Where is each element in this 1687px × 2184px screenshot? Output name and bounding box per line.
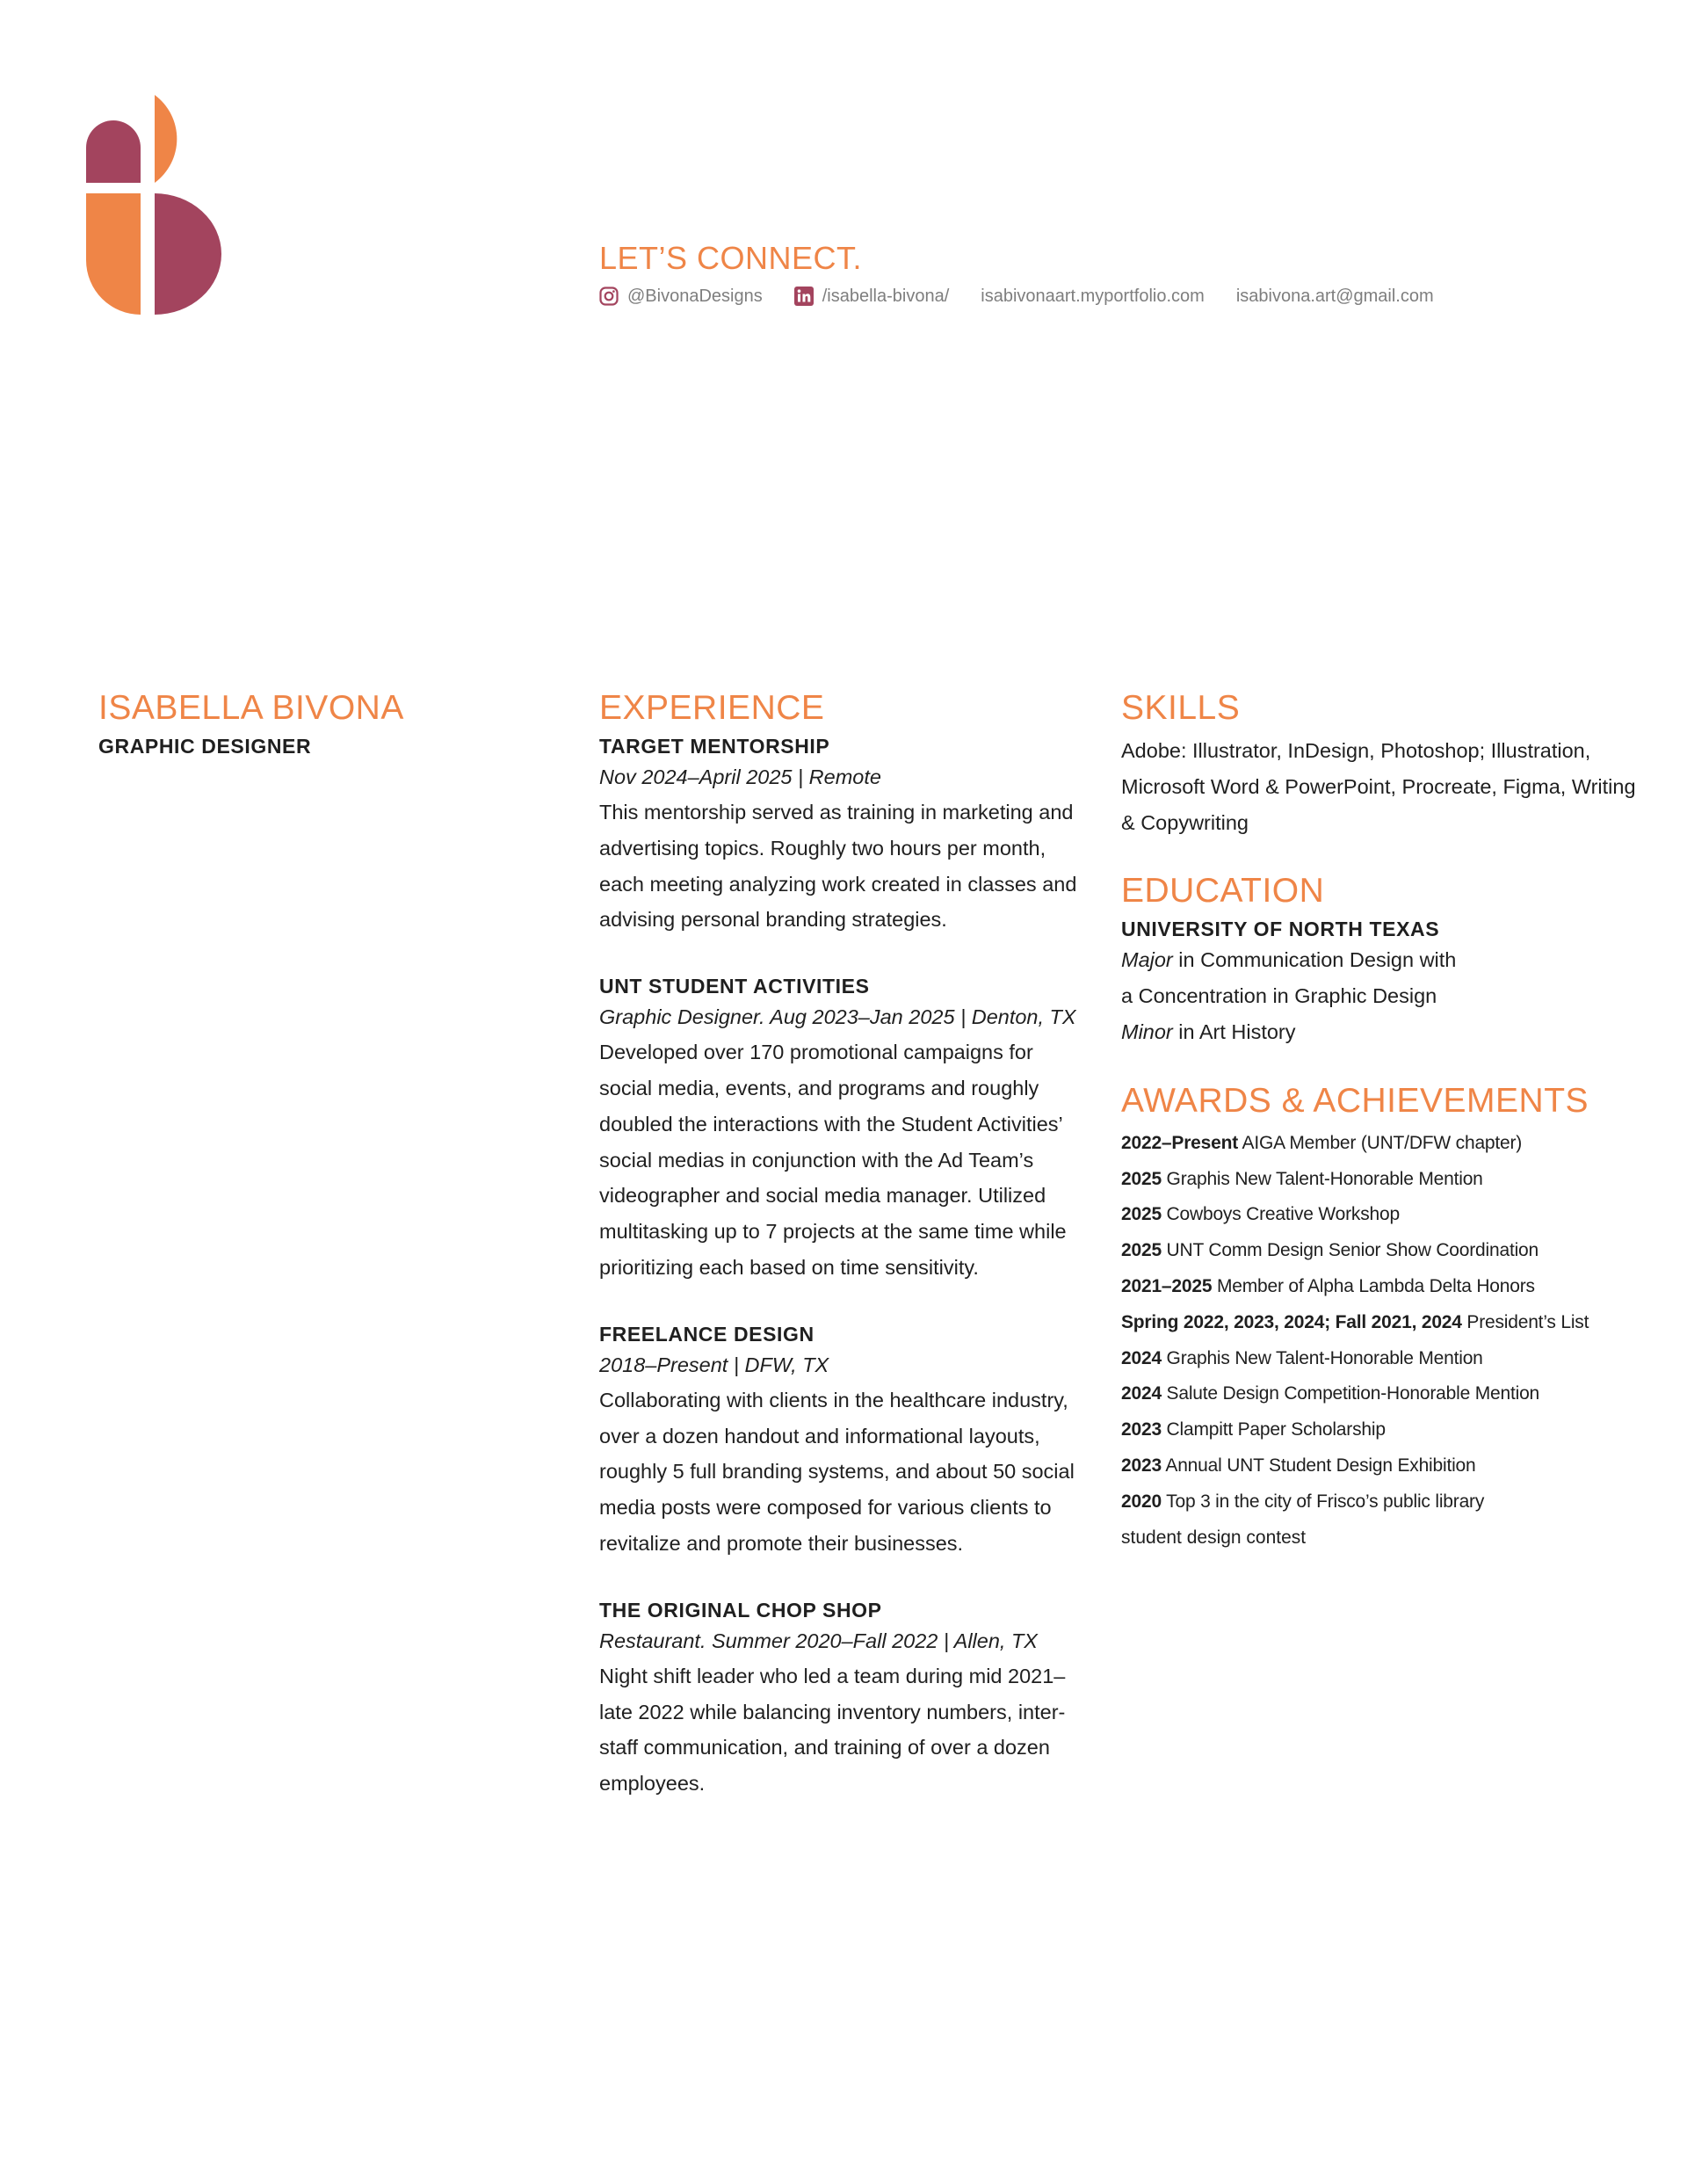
- skills-text: Adobe: Illustrator, InDesign, Photoshop; Illustration, Microsoft Word & PowerPoint, Procreate, Figma, Writing & Copywriting: [1121, 739, 1636, 834]
- linkedin-handle: /isabella-bivona/: [822, 287, 950, 306]
- award-item: [1121, 1305, 1648, 1341]
- experience-title: EXPERIENCE: [599, 689, 825, 727]
- major-line: [1121, 942, 1648, 978]
- major-label: Major: [1121, 948, 1173, 972]
- education-section: [1121, 870, 1648, 1049]
- job-description: Night shift leader who led a team during mid 2021–late 2022 while balancing inventory numbers, inter-staff communication, and training of over a dozen employees.: [599, 1664, 1066, 1796]
- linkedin-icon: [794, 287, 814, 306]
- award-text: Salute Design Competition-Honorable Mention: [1161, 1383, 1540, 1404]
- education-title: EDUCATION: [1121, 872, 1325, 911]
- award-item: [1121, 1126, 1648, 1162]
- instagram-handle: @BivonaDesigns: [627, 287, 763, 306]
- concentration-line: a Concentration in Graphic Design: [1121, 984, 1437, 1008]
- award-year: 2025: [1121, 1168, 1162, 1189]
- experience-section: [599, 687, 1091, 1837]
- email-link[interactable]: isabivona.art@gmail.com: [1235, 287, 1434, 306]
- award-year: Spring 2022, 2023, 2024; Fall 2021, 2024: [1121, 1311, 1462, 1332]
- job-meta: Graphic Designer. Aug 2023–Jan 2025 | Denton, TX: [599, 1005, 1076, 1029]
- job-title: FREELANCE DESIGN: [599, 1322, 815, 1346]
- award-text: AIGA Member (UNT/DFW chapter): [1238, 1132, 1523, 1153]
- job-role: GRAPHIC DESIGNER: [98, 735, 312, 758]
- award-text: Clampitt Paper Scholarship: [1161, 1419, 1386, 1440]
- job-entry: [599, 1597, 1091, 1802]
- award-continuation: student design contest: [1121, 1527, 1307, 1548]
- award-year: 2020: [1121, 1491, 1162, 1512]
- job-entry: [599, 973, 1091, 1286]
- award-text: Graphis New Talent-Honorable Mention: [1161, 1168, 1483, 1189]
- award-year: 2023: [1121, 1419, 1162, 1440]
- award-item: [1121, 1233, 1648, 1269]
- instagram-icon: [599, 287, 619, 306]
- minor-line: [1121, 1014, 1648, 1050]
- portfolio-link[interactable]: isabivonaart.myportfolio.com: [981, 287, 1205, 306]
- skills-column: [1121, 687, 1648, 1556]
- connect-section: [599, 239, 1654, 308]
- profile-header: [98, 687, 555, 759]
- award-item: [1121, 1448, 1648, 1484]
- award-year: 2022–Present: [1121, 1132, 1239, 1153]
- award-text: Top 3 in the city of Frisco’s public library: [1161, 1491, 1485, 1512]
- job-description: Collaborating with clients in the healthcare industry, over a dozen handout and informational layouts, roughly 5 full branding systems, and about 50 social media posts were composed for various clients to revitalize and promote their businesses.: [599, 1388, 1075, 1555]
- job-meta: Restaurant. Summer 2020–Fall 2022 | Allen, TX: [599, 1629, 1038, 1652]
- awards-section: [1121, 1080, 1648, 1556]
- instagram-link[interactable]: [599, 285, 763, 308]
- job-entry: [599, 733, 1091, 938]
- ib-monogram-logo: [86, 95, 222, 315]
- award-item: [1121, 1341, 1648, 1377]
- award-item: [1121, 1269, 1648, 1305]
- minor-label: Minor: [1121, 1019, 1173, 1043]
- linkedin-link[interactable]: [794, 285, 950, 308]
- job-meta: Nov 2024–April 2025 | Remote: [599, 765, 881, 788]
- award-item: [1121, 1162, 1648, 1198]
- award-text: Member of Alpha Lambda Delta Honors: [1212, 1275, 1535, 1296]
- skills-title: SKILLS: [1121, 689, 1241, 727]
- job-title: THE ORIGINAL CHOP SHOP: [599, 1598, 882, 1622]
- award-text: UNT Comm Design Senior Show Coordination: [1161, 1240, 1539, 1261]
- award-item: [1121, 1412, 1648, 1448]
- award-year: 2023: [1121, 1455, 1162, 1476]
- award-item: [1121, 1376, 1648, 1412]
- connect-title: LET’S CONNECT.: [599, 240, 863, 276]
- award-text: Graphis New Talent-Honorable Mention: [1161, 1347, 1483, 1368]
- awards-list: [1121, 1126, 1648, 1556]
- award-item: [1121, 1197, 1648, 1233]
- major-text: in Communication Design with: [1172, 948, 1457, 972]
- full-name: ISABELLA BIVONA: [98, 689, 404, 727]
- job-title: UNT STUDENT ACTIVITIES: [599, 975, 870, 998]
- job-description: This mentorship served as training in marketing and advertising topics. Roughly two hours per month, each meeting analyzing work created in classes and advising personal branding strategies.: [599, 801, 1077, 932]
- award-year: 2024: [1121, 1347, 1162, 1368]
- contact-list: [599, 285, 1654, 308]
- award-year: 2025: [1121, 1204, 1162, 1225]
- award-text: Cowboys Creative Workshop: [1161, 1204, 1400, 1225]
- job-meta: 2018–Present | DFW, TX: [599, 1353, 829, 1376]
- school-name: UNIVERSITY OF NORTH TEXAS: [1121, 918, 1440, 941]
- job-title: TARGET MENTORSHIP: [599, 735, 830, 758]
- award-text: Annual UNT Student Design Exhibition: [1161, 1455, 1476, 1476]
- job-entry: [599, 1321, 1091, 1562]
- award-year: 2025: [1121, 1240, 1162, 1261]
- awards-title: AWARDS & ACHIEVEMENTS: [1121, 1081, 1589, 1120]
- award-year: 2021–2025: [1121, 1275, 1213, 1296]
- award-item: [1121, 1484, 1648, 1520]
- minor-text: in Art History: [1172, 1019, 1296, 1043]
- award-year: 2024: [1121, 1383, 1162, 1404]
- award-text: President’s List: [1461, 1311, 1589, 1332]
- job-description: Developed over 170 promotional campaigns for social media, events, and programs and roughly doubled the interactions with the Student Activities’ social medias in conjunction with the Ad Team’s videographer and social media manager. Utilized multitasking up to 7 projects at the same time while prioritizing each based on time sensitivity.: [599, 1041, 1067, 1279]
